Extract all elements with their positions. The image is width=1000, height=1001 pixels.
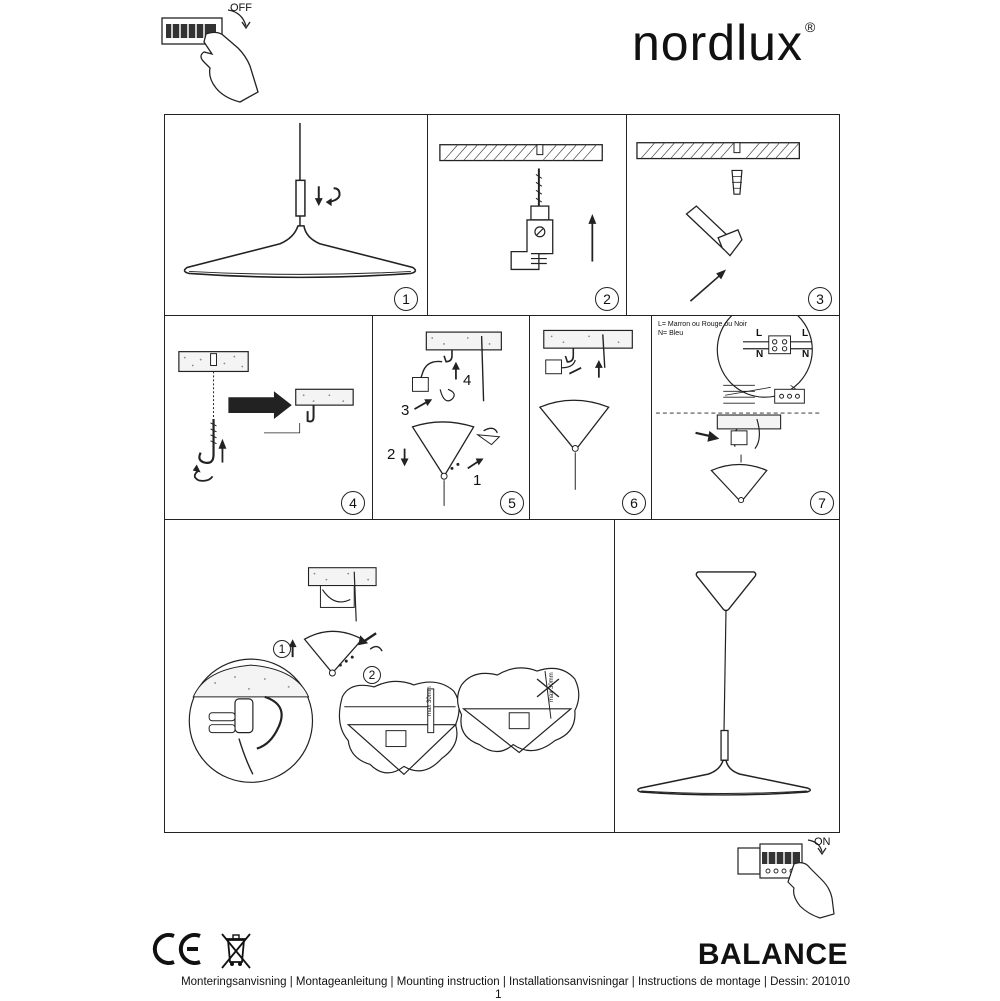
wire-l-right: L (802, 328, 809, 339)
balance-lamp-illustration (615, 520, 839, 832)
step-marker-2: 2 (363, 666, 381, 684)
arrow-label-2: 2 (387, 446, 396, 463)
arrow-label-3: 3 (401, 402, 410, 419)
hammer-icon (686, 206, 741, 256)
drill-ceiling-illustration (428, 115, 626, 315)
ce-mark-icon (150, 932, 204, 966)
max-depth-label: max 30mm (549, 672, 555, 702)
weee-mark (218, 930, 254, 970)
step-number: 6 (622, 491, 646, 515)
off-label: OFF (230, 2, 252, 14)
arrow-icon (588, 214, 596, 262)
wire-l-left: L (756, 328, 763, 339)
step-3-panel (626, 114, 840, 316)
step-6-panel (529, 315, 652, 520)
wiring-legend-l: L= Marron ou Rouge ou Noir (658, 321, 747, 328)
step-number: 2 (595, 287, 619, 311)
hand-switch-off-icon (158, 2, 268, 106)
canopy-assembly-detail-illustration (165, 520, 614, 832)
hook-install-illustration (165, 316, 372, 519)
arrow-icon (690, 269, 726, 301)
arrow-label-4: 4 (463, 372, 472, 389)
lamp-unscrew-illustration (165, 115, 427, 315)
step-number: 3 (808, 287, 832, 311)
step-marker-1: 1 (273, 640, 291, 658)
registered-mark: ® (805, 19, 817, 35)
step-number: 4 (341, 491, 365, 515)
step-4-panel (164, 315, 373, 520)
step-1-panel (164, 114, 428, 316)
wire-n-left: N (756, 349, 764, 360)
plug-hammer-illustration (627, 115, 839, 315)
canopy-hang-illustration (530, 316, 651, 519)
wiring-legend-n: N= Bleu (658, 330, 684, 337)
page-number: 1 (495, 987, 502, 1001)
arrow-label-1: 1 (473, 472, 482, 489)
step-number: 7 (810, 491, 834, 515)
max-depth-label: max 30mm (427, 686, 433, 716)
step-5-panel (372, 315, 530, 520)
power-off-illustration (158, 2, 268, 106)
weee-bin-icon (218, 930, 254, 970)
finished-lamp-panel (614, 519, 840, 833)
wiring-illustration (652, 316, 839, 519)
on-label: ON (814, 836, 831, 848)
brand-logo (632, 14, 816, 72)
ce-mark (150, 932, 204, 966)
wire-n-right: N (802, 349, 810, 360)
arrow-icon (315, 186, 340, 206)
product-name: BALANCE (697, 938, 848, 971)
step-number: 5 (500, 491, 524, 515)
step-2-panel (427, 114, 627, 316)
step-number: 1 (394, 287, 418, 311)
power-on-illustration (734, 834, 846, 920)
instructions-footer: Monteringsanvisning | Montageanleitung | Mounting instruction | Installationsanvisningar | Instructions de montage | Dessin: 201010 (181, 976, 850, 988)
step-7-panel (651, 315, 840, 520)
step-8-panel (164, 519, 615, 833)
canopy-detach-illustration (373, 316, 529, 519)
brand-name: nordlux (632, 15, 803, 71)
drill-icon (511, 168, 553, 269)
